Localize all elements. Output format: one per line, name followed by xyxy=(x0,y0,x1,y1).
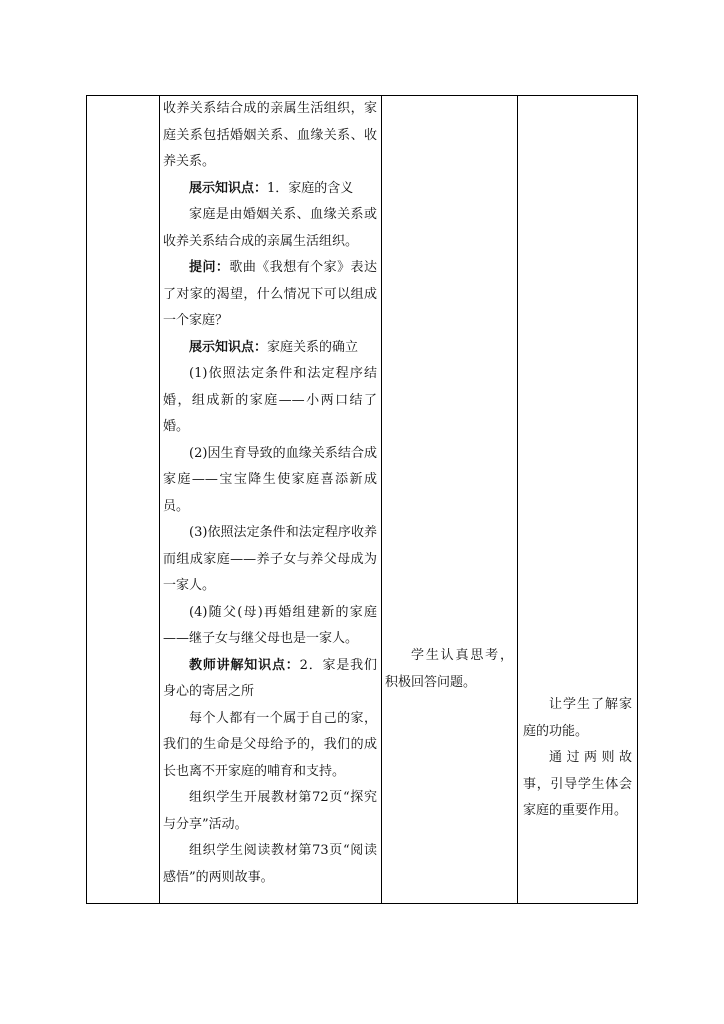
knowledge-title: 2．家是我们身心的寄居之所 xyxy=(163,657,377,699)
list-item: (3)依照法定条件和法定程序收养而组成家庭——养子女与养父母成为一家人。 xyxy=(163,525,377,593)
knowledge-label: 展示知识点： xyxy=(189,339,268,355)
knowledge-point-3 xyxy=(163,653,377,706)
design-intent-text xyxy=(523,692,632,825)
list-item: (1)依照法定条件和法定程序结婚，组成新的家庭——小两口结了婚。 xyxy=(163,366,377,434)
knowledge-label: 教师讲解知识点： xyxy=(189,657,300,673)
knowledge-title: 家庭关系的确立 xyxy=(267,339,359,355)
activity-explore-share: 组织学生开展教材第72页“探究与分享”活动。 xyxy=(163,790,377,832)
teaching-content-cell xyxy=(159,96,381,903)
knowledge-point-1 xyxy=(163,176,377,203)
student-activity-text: 学生认真思考，积极回答问题。 xyxy=(385,648,513,690)
question-text: 歌曲《我想有个家》表达了对家的渴望，什么情况下可以组成一个家庭？ xyxy=(163,260,377,328)
intro-text: 收养关系结合成的亲属生活组织，家庭关系包括婚姻关系、血缘关系、收养关系。 xyxy=(163,101,377,169)
student-activity-cell xyxy=(381,96,517,903)
design-intent-1: 让学生了解家庭的功能。 xyxy=(523,697,632,739)
knowledge-title: 1．家庭的含义 xyxy=(267,180,354,196)
knowledge-label: 展示知识点： xyxy=(189,180,268,196)
knowledge-point-2 xyxy=(163,335,377,362)
design-intent-cell xyxy=(517,96,638,903)
lesson-table xyxy=(86,95,638,904)
design-intent-2: 通过两则故事，引导学生体会家庭的重要作用。 xyxy=(523,750,632,818)
question xyxy=(163,255,377,335)
family-definition: 家庭是由婚姻关系、血缘关系或收养关系结合成的亲属生活组织。 xyxy=(163,207,377,249)
activity-reading: 组织学生阅读教材第73页“阅读感悟”的两则故事。 xyxy=(163,843,377,885)
home-explanation: 每个人都有一个属于自己的家，我们的生命是父母给予的，我们的成长也离不开家庭的哺育和支持。 xyxy=(163,710,377,779)
list-item: (4)随父(母)再婚组建新的家庭——继子女与继父母也是一家人。 xyxy=(163,604,377,646)
question-label: 提问： xyxy=(189,260,230,275)
list-item: (2)因生育导致的血缘关系结合成家庭——宝宝降生使家庭喜添新成员。 xyxy=(163,445,377,514)
